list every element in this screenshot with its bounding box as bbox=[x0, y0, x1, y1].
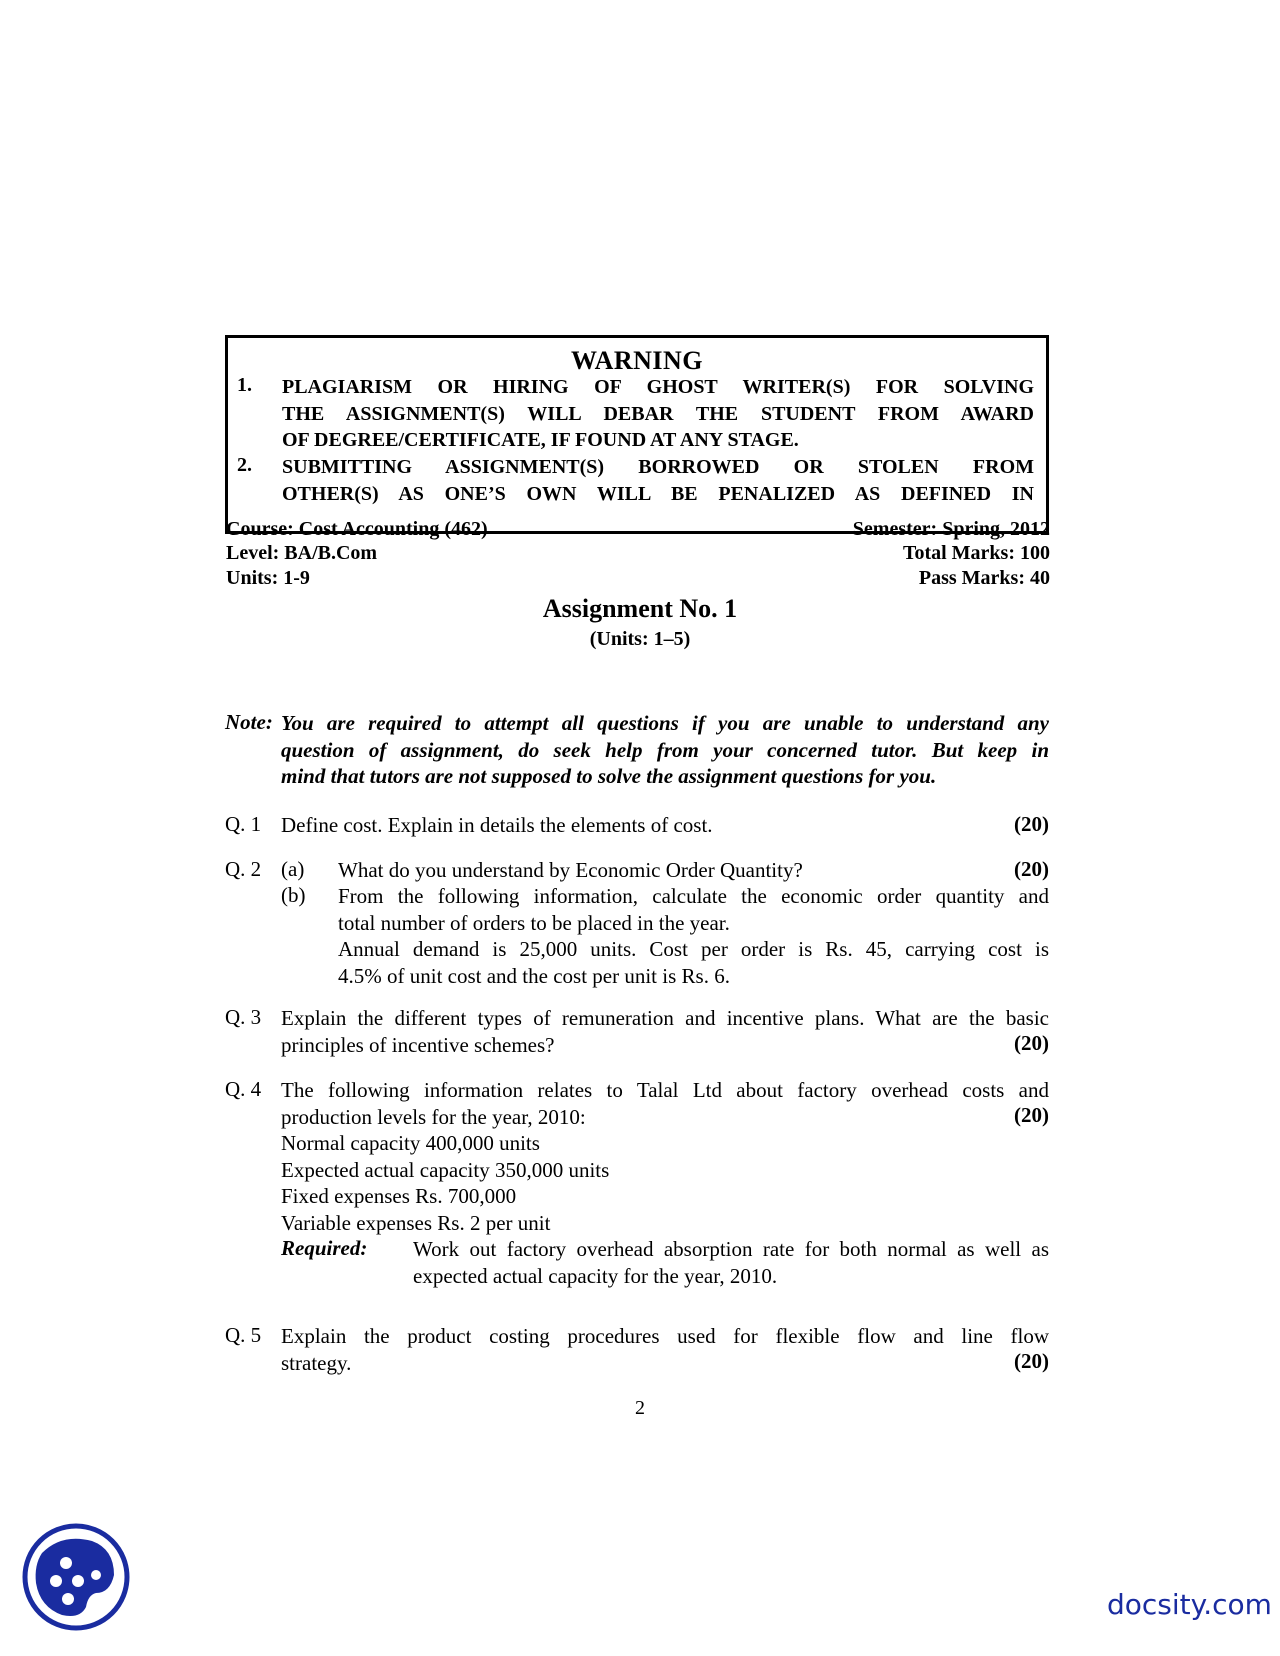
text-line: Explain the product costing procedures used for flexible flow and line flow bbox=[281, 1324, 1049, 1348]
text-line: The following information relates to Talal Ltd about factory overhead costs and bbox=[281, 1078, 1049, 1102]
required-label: Required: bbox=[281, 1236, 368, 1260]
warning-item-text bbox=[282, 374, 1034, 454]
assignment-subtitle: (Units: 1–5) bbox=[589, 628, 691, 650]
text-line: principles of incentive schemes? bbox=[281, 1032, 555, 1057]
note-line: You are required to attempt all questions if you are unable to understand any bbox=[281, 711, 1049, 735]
question-number: Q. 4 bbox=[225, 1077, 262, 1101]
question-number: Q. 5 bbox=[225, 1323, 262, 1347]
text-line: 4.5% of unit cost and the cost per unit is Rs. 6. bbox=[338, 963, 730, 988]
docsity-brand-link[interactable]: docsity.com bbox=[1107, 1588, 1272, 1621]
units-label: Units: 1-9 bbox=[226, 567, 310, 589]
question-marks: (20) bbox=[1014, 1103, 1049, 1127]
warning-title: WARNING bbox=[570, 346, 704, 375]
note-text bbox=[281, 710, 1049, 790]
text-line: Normal capacity 400,000 units bbox=[281, 1131, 540, 1155]
text-line: From the following information, calculate the economic order quantity and bbox=[338, 884, 1049, 908]
text-line: production levels for the year, 2010: bbox=[281, 1104, 586, 1129]
course-label: Course: Cost Accounting (462) bbox=[226, 518, 488, 540]
text-line: Fixed expenses Rs. 700,000 bbox=[281, 1184, 517, 1208]
text-line: strategy. bbox=[281, 1350, 352, 1375]
warning-line: OTHER(S) AS ONE’S OWN WILL BE PENALIZED AS DEFINED IN bbox=[282, 482, 1034, 505]
question-text bbox=[281, 1323, 1049, 1376]
docsity-logo-icon[interactable] bbox=[22, 1523, 130, 1631]
text-line: Work out factory overhead absorption rate for both normal as well as bbox=[413, 1237, 1049, 1261]
text-line: Expected actual capacity 350,000 units bbox=[281, 1157, 610, 1182]
warning-item-number: 1. bbox=[237, 374, 252, 396]
text-line: total number of orders to be placed in the year. bbox=[338, 910, 730, 935]
required-text bbox=[413, 1236, 1049, 1289]
warning-line: THE ASSIGNMENT(S) WILL DEBAR THE STUDENT FROM AWARD bbox=[282, 402, 1034, 425]
page-number: 2 bbox=[635, 1397, 645, 1419]
warning-line: OF DEGREE/CERTIFICATE, IF FOUND AT ANY STAGE. bbox=[282, 429, 799, 451]
semester-label: Semester: Spring, 2012 bbox=[852, 518, 1050, 540]
text-line: Variable expenses Rs. 2 per unit bbox=[281, 1210, 551, 1235]
question-number: Q. 2 bbox=[225, 857, 262, 881]
note-label: Note: bbox=[225, 710, 273, 734]
pass-marks-label: Pass Marks: 40 bbox=[918, 567, 1050, 589]
question-text bbox=[281, 1077, 1049, 1236]
warning-line: SUBMITTING ASSIGNMENT(S) BORROWED OR STOLEN FROM bbox=[282, 456, 1034, 478]
warning-item-number: 2. bbox=[237, 454, 252, 476]
subquestion-label: (b) bbox=[281, 883, 306, 907]
text-line: expected actual capacity for the year, 2010. bbox=[413, 1263, 778, 1288]
question-number: Q. 1 bbox=[225, 812, 262, 836]
question-marks: (20) bbox=[1014, 1349, 1049, 1373]
question-number: Q. 3 bbox=[225, 1005, 262, 1029]
level-label: Level: BA/B.Com bbox=[226, 542, 378, 564]
warning-line: PLAGIARISM OR HIRING OF GHOST WRITER(S) FOR SOLVING bbox=[282, 376, 1034, 398]
note-line: question of assignment, do seek help from your concerned tutor. But keep in bbox=[281, 737, 1049, 762]
question-marks: (20) bbox=[1014, 1031, 1049, 1055]
warning-box bbox=[225, 335, 1049, 534]
question-marks: (20) bbox=[1014, 812, 1049, 836]
note-line: mind that tutors are not supposed to solve the assignment questions for you. bbox=[281, 764, 937, 788]
subquestion-text bbox=[338, 883, 1049, 989]
total-marks-label: Total Marks: 100 bbox=[902, 542, 1050, 564]
subquestion-label: (a) bbox=[281, 857, 305, 881]
question-text bbox=[281, 1005, 1049, 1058]
subquestion-text: What do you understand by Economic Order Quantity? bbox=[338, 858, 803, 882]
text-line: Explain the different types of remuneration and incentive plans. What are the basic bbox=[281, 1006, 1049, 1030]
assignment-title: Assignment No. 1 bbox=[542, 594, 738, 623]
question-text: Define cost. Explain in details the elements of cost. bbox=[281, 813, 713, 837]
text-line: Annual demand is 25,000 units. Cost per order is Rs. 45, carrying cost is bbox=[338, 937, 1049, 961]
question-marks: (20) bbox=[1014, 857, 1049, 881]
warning-item-text bbox=[282, 454, 1034, 507]
